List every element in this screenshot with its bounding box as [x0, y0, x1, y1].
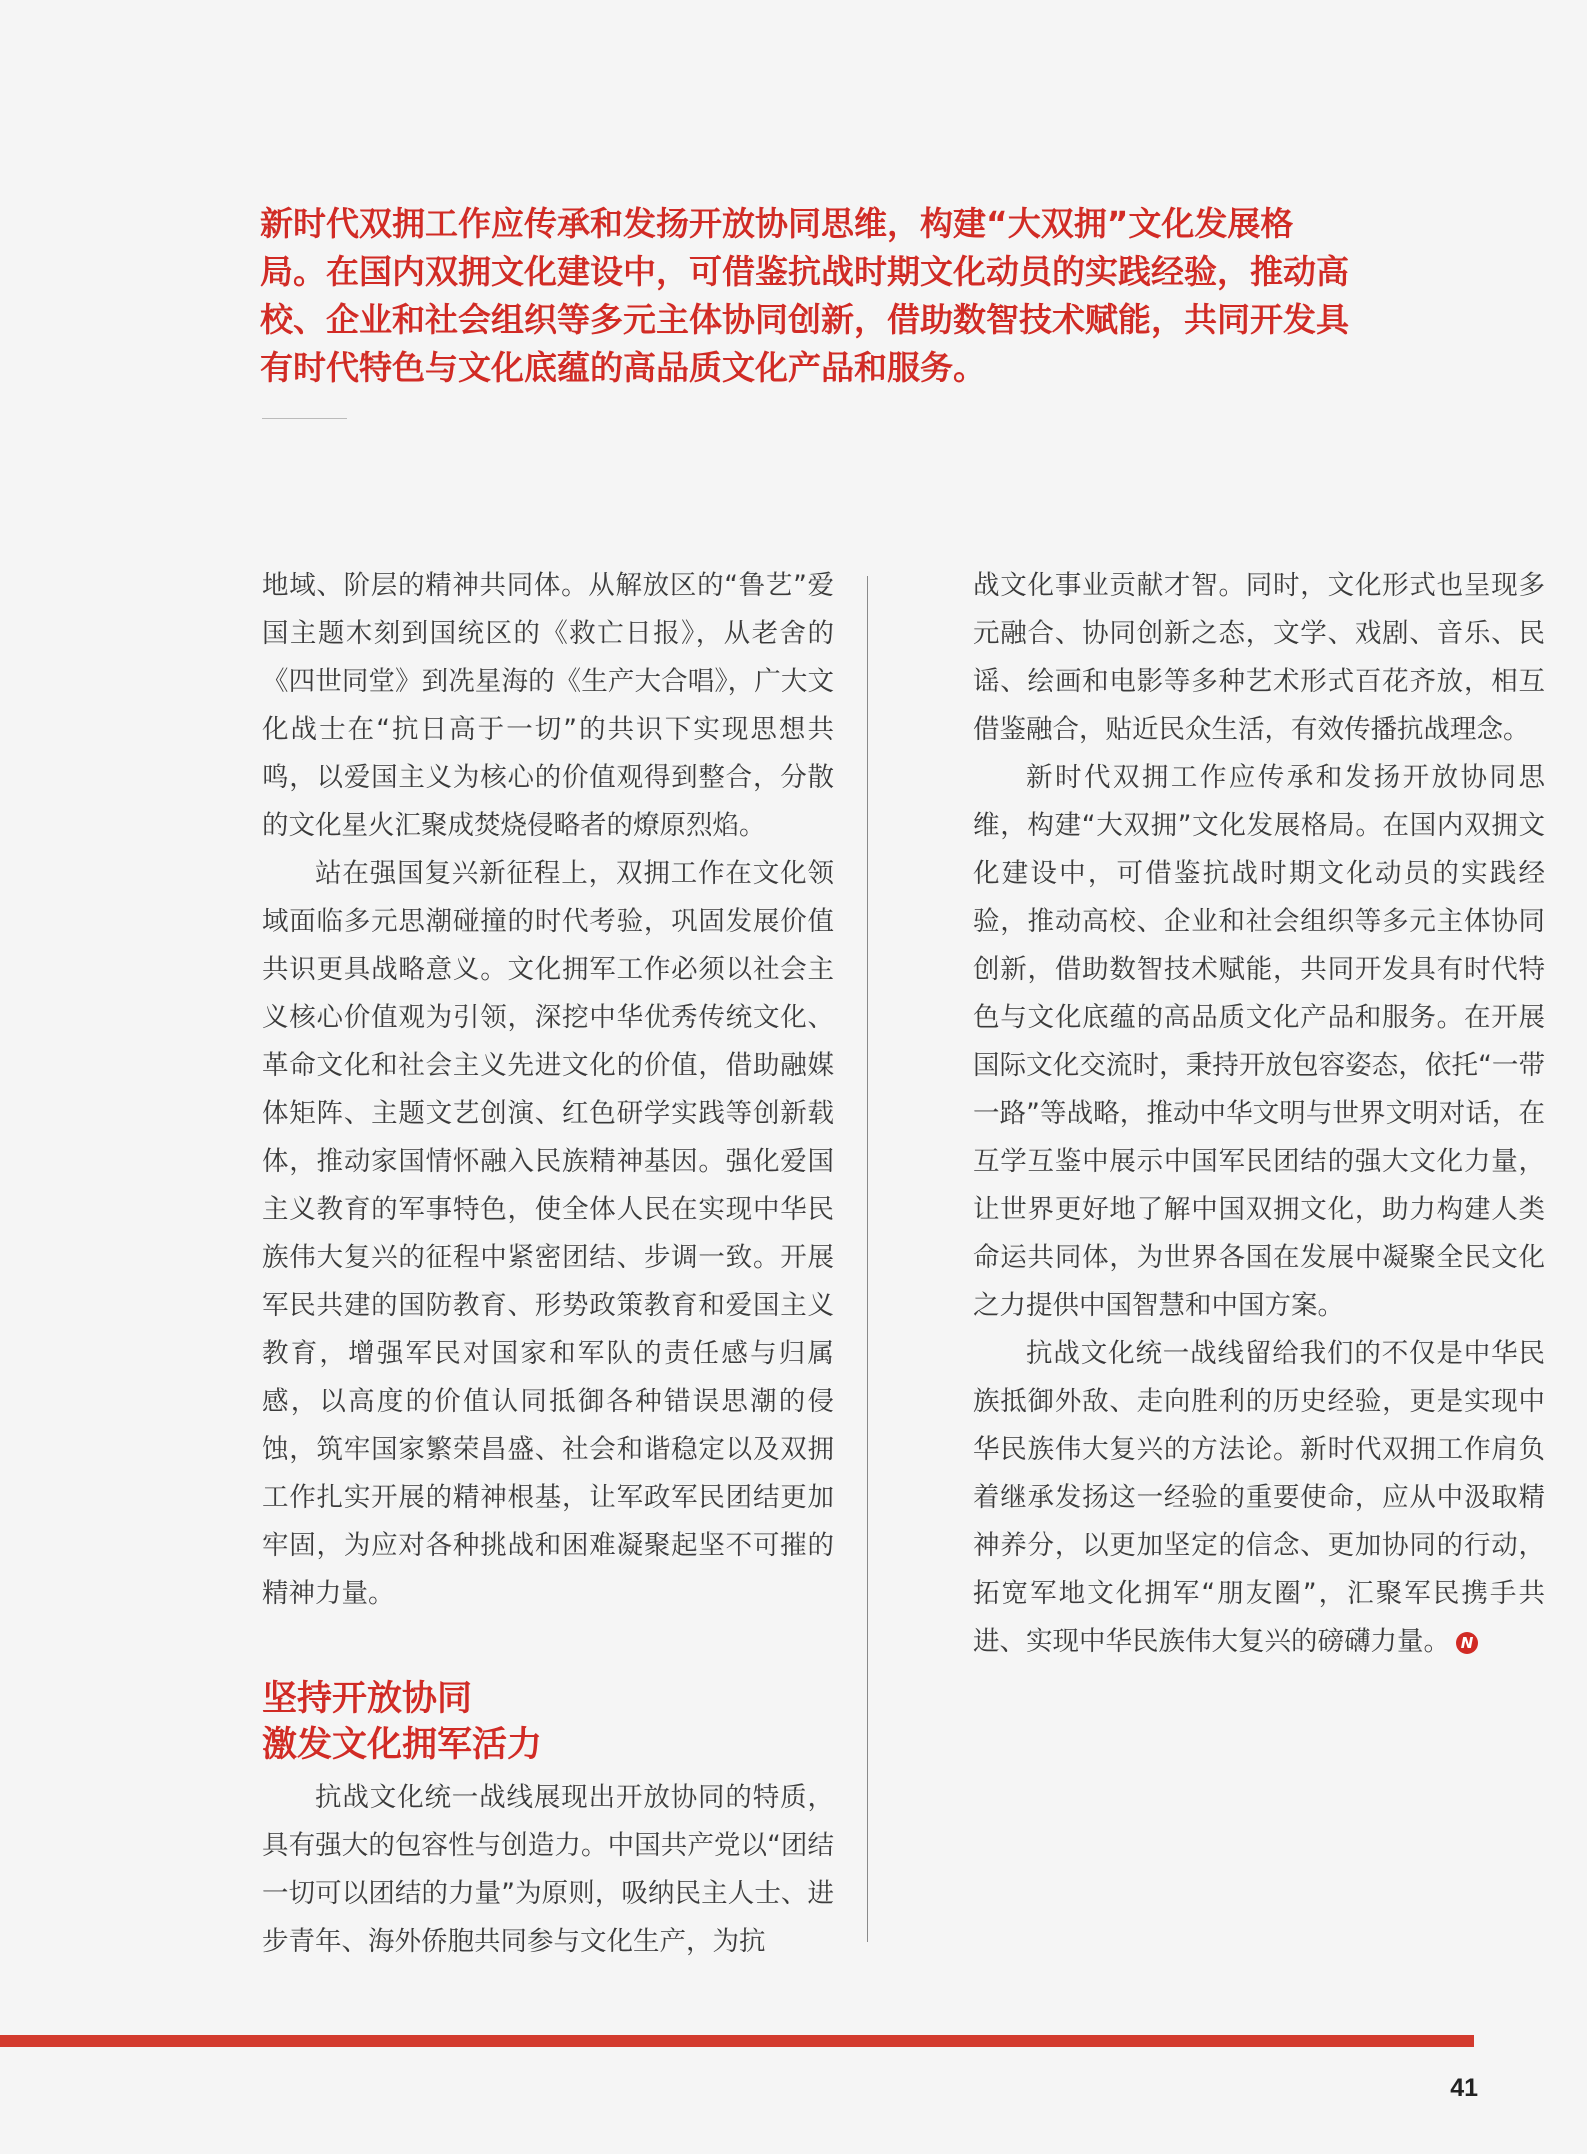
right-column	[973, 562, 1545, 1666]
section-heading	[262, 1676, 834, 1768]
left-column	[262, 562, 834, 1966]
body-paragraph: 站在强国复兴新征程上，双拥工作在文化领域面临多元思潮碰撞的时代考验，巩固发展价值共识更具战略意义。文化拥军工作必须以社会主义核心价值观为引领，深挖中华优秀传统文化、革命文化和社会主义先进文化的价值，借助融媒体矩阵、主题文艺创演、红色研学实践等创新载体，推动家国情怀融入民族精神基因。强化爱国主义教育的军事特色，使全体人民在实现中华民族伟大复兴的征程中紧密团结、步调一致。开展军民共建的国防教育、形势政策教育和爱国主义教育，增强军民对国家和军队的责任感与归属感，以高度的价值认同抵御各种错误思潮的侵蚀，筑牢国家繁荣昌盛、社会和谐稳定以及双拥工作扎实开展的精神根基，让军政军民团结更加牢固，为应对各种挑战和困难凝聚起坚不可摧的精神力量。	[262, 858, 834, 1609]
page-number: 41	[1450, 2074, 1478, 2102]
pull-quote: 新时代双拥工作应传承和发扬开放协同思维，构建“大双拥”文化发展格局。在国内双拥文化建设中，可借鉴抗战时期文化动员的实践经验，推动高校、企业和社会组织等多元主体协同创新，借助数智技术赋能，共同开发具有时代特色与文化底蕴的高品质文化产品和服务。	[260, 204, 1349, 387]
body-paragraph: 战文化事业贡献才智。同时，文化形式也呈现多元融合、协同创新之态，文学、戏剧、音乐、民谣、绘画和电影等多种艺术形式百花齐放，相互借鉴融合，贴近民众生活，有效传播抗战理念。	[973, 570, 1545, 745]
end-mark-icon: N	[1456, 1632, 1478, 1654]
body-paragraph: 地域、阶层的精神共同体。从解放区的“鲁艺”爱国主题木刻到国统区的《救亡日报》，从老舍的《四世同堂》到冼星海的《生产大合唱》，广大文化战士在“抗日高于一切”的共识下实现思想共鸣，以爱国主义为核心的价值观得到整合，分散的文化星火汇聚成焚烧侵略者的燎原烈焰。	[262, 570, 834, 841]
section-heading-line: 坚持开放协同	[262, 1679, 473, 1719]
body-paragraph: 新时代双拥工作应传承和发扬开放协同思维，构建“大双拥”文化发展格局。在国内双拥文化建设中，可借鉴抗战时期文化动员的实践经验，推动高校、企业和社会组织等多元主体协同创新，借助数智技术赋能，共同开发具有时代特色与文化底蕴的高品质文化产品和服务。在开展国际文化交流时，秉持开放包容姿态，依托“一带一路”等战略，推动中华文明与世界文明对话，在互学互鉴中展示中国军民团结的强大文化力量，让世界更好地了解中国双拥文化，助力构建人类命运共同体，为世界各国在发展中凝聚全民文化之力提供中国智慧和中国方案。	[973, 762, 1545, 1321]
column-divider	[867, 576, 868, 1942]
body-paragraph	[973, 1330, 1545, 1666]
body-paragraph: 抗战文化统一战线展现出开放协同的特质，具有强大的包容性与创造力。中国共产党以“团结一切可以团结的力量”为原则，吸纳民主人士、进步青年、海外侨胞共同参与文化生产，为抗	[262, 1782, 834, 1957]
section-heading-line: 激发文化拥军活力	[262, 1725, 543, 1765]
footer-bar	[0, 2035, 1474, 2047]
body-paragraph-text: 抗战文化统一战线留给我们的不仅是中华民族抵御外敌、走向胜利的历史经验，更是实现中华民族伟大复兴的方法论。新时代双拥工作肩负着继承发扬这一经验的重要使命，应从中汲取精神养分，以更加坚定的信念、更加协同的行动，拓宽军地文化拥军“朋友圈”，汇聚军民携手共进、实现中华民族伟大复兴的磅礴力量。	[973, 1338, 1545, 1657]
pull-quote-rule	[262, 418, 347, 419]
